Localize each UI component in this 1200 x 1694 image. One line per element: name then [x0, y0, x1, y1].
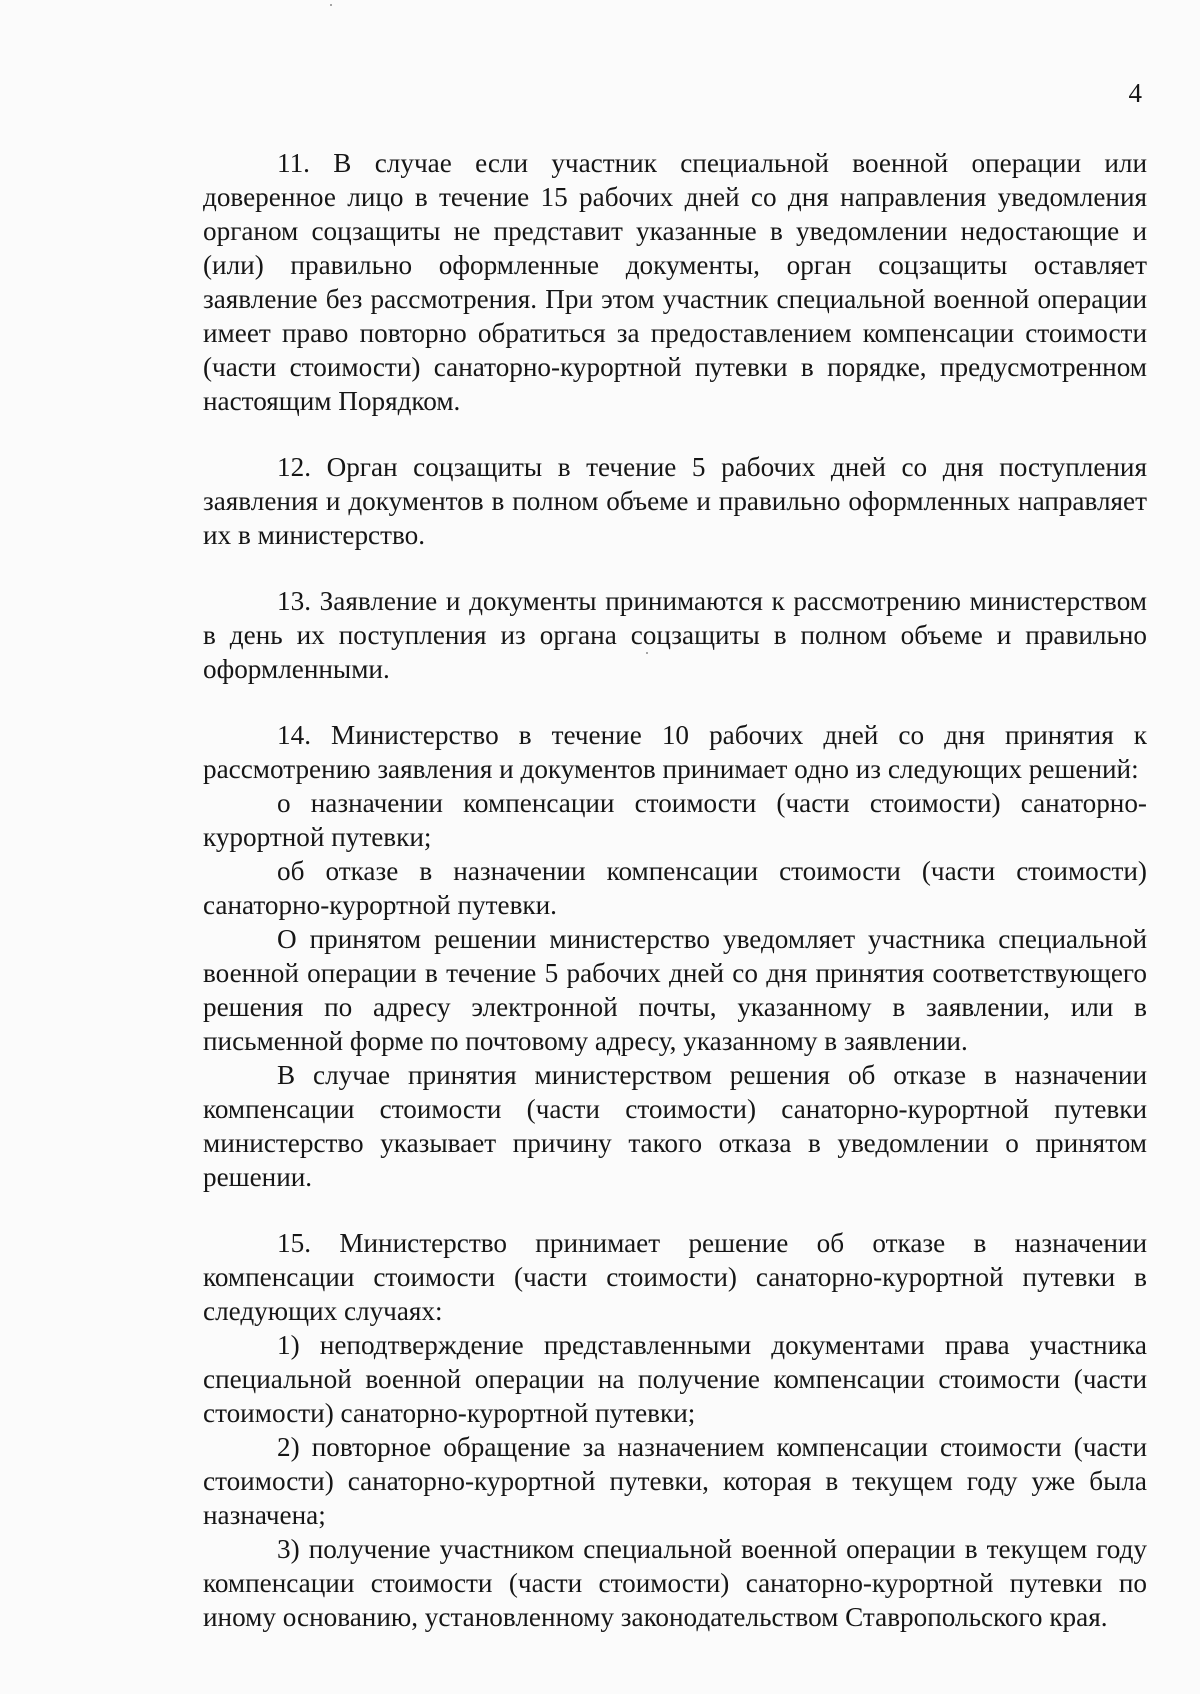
paragraph-15: 15. Министерство принимает решение об отказе в назначении компенсации стоимости (части стоимости) санаторно-курортной путевки в следующих случаях: — [203, 1228, 1147, 1326]
paragraph-15-item-1: 1) неподтверждение представленными документами права участника специальной военной операции на получение компенсации стоимости (части стоимости) санаторно-курортной путевки; — [203, 1330, 1147, 1428]
paragraph-14-option-refuse: об отказе в назначении компенсации стоимости (части стоимости) санаторно-курортной путевки. — [203, 856, 1147, 920]
paragraph-12: 12. Орган соцзащиты в течение 5 рабочих дней со дня поступления заявления и документов в полном объеме и правильно оформленных направляет их в министерство. — [203, 452, 1147, 550]
paragraph-14-notification: О принятом решении министерство уведомляет участника специальной военной операции в течение 5 рабочих дней со дня принятия соответствующего решения по адресу электронной почты, указанному в заявлении, или в письменной форме по почтовому адресу, указанному в заявлении. — [203, 924, 1147, 1056]
paragraph-14-refusal-reason: В случае принятия министерством решения об отказе в назначении компенсации стоимости (части стоимости) санаторно-курортной путевки министерство указывает причину такого отказа в уведомлении о принятом решении. — [203, 1060, 1147, 1192]
paragraph-11: 11. В случае если участник специальной военной операции или доверенное лицо в течение 15 рабочих дней со дня направления уведомления органом соцзащиты не представит указанные в уведомлении недостающие и (или) правильно оформленные документы, орган соцзащиты оставляет заявление без рассмотрения. При этом участник специальной военной операции имеет право повторно обратиться за предоставлением компенсации стоимости (части стоимости) санаторно-курортной путевки в порядке, предусмотренном настоящим Порядком. — [203, 148, 1147, 416]
page-number: 4 — [1128, 78, 1142, 108]
scan-speck — [646, 652, 648, 654]
scan-speck — [330, 4, 332, 6]
document-body — [203, 146, 1147, 1634]
paragraph-14-option-grant: о назначении компенсации стоимости (части стоимости) санаторно-курортной путевки; — [203, 788, 1147, 852]
paragraph-13: 13. Заявление и документы принимаются к рассмотрению министерством в день их поступления из органа соцзащиты в полном объеме и правильно оформленными. — [203, 586, 1147, 684]
paragraph-15-item-3: 3) получение участником специальной военной операции в текущем году компенсации стоимости (части стоимости) санаторно-курортной путевки по иному основанию, установленному законодательством Ставропольского края. — [203, 1534, 1147, 1632]
paragraph-15-item-2: 2) повторное обращение за назначением компенсации стоимости (части стоимости) санаторно-курортной путевки, которая в текущем году уже была назначена; — [203, 1432, 1147, 1530]
paragraph-14: 14. Министерство в течение 10 рабочих дней со дня принятия к рассмотрению заявления и документов принимает одно из следующих решений: — [203, 720, 1147, 784]
